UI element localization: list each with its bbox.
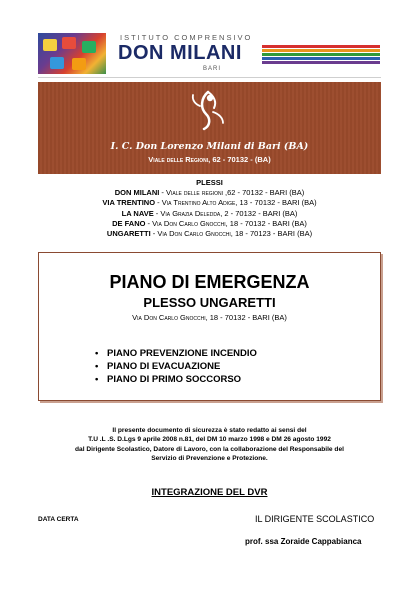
plan-list — [95, 347, 257, 386]
plan-list-item: • PIANO DI EVACUAZIONE — [95, 360, 257, 373]
logo-block — [62, 37, 76, 49]
banner-title: I. C. Don Lorenzo Milani di Bari (BA) — [110, 141, 309, 152]
legal-paragraph — [38, 426, 381, 464]
plesso-name: UNGARETTI — [106, 229, 151, 239]
plessi-heading: PLESSI — [196, 178, 223, 187]
logo-title-don: DON — [118, 42, 164, 64]
plesso-line — [38, 188, 381, 198]
logo-title-milani: MILANI — [170, 42, 242, 64]
logo-stripe — [262, 53, 380, 56]
logo-subtitle: ISTITUTO COMPRENSIVO — [120, 33, 253, 42]
logo-city: BARI — [203, 66, 222, 72]
legal-line: Servizio di Prevenzione e Protezione. — [151, 455, 268, 463]
plesso-line — [38, 229, 381, 239]
plesso-name: DON MILANI — [114, 188, 160, 198]
logo-title — [118, 42, 242, 65]
plesso-name: LA NAVE — [121, 208, 154, 218]
emergency-title: PIANO DI EMERGENZA — [109, 272, 310, 292]
plesso-line — [38, 219, 381, 229]
plesso-name: DE FANO — [112, 218, 146, 228]
banner-address: Viale delle Regioni, 62 - 70132 - (BA) — [148, 155, 271, 164]
dancer-emblem-icon — [186, 88, 230, 132]
plan-list-item: • PIANO DI PRIMO SOCCORSO — [95, 373, 257, 386]
data-certa-label: DATA CERTA — [38, 516, 79, 523]
logo-block — [72, 58, 86, 70]
dirigente-name: prof. ssa Zoraide Cappabianca — [245, 537, 362, 546]
plessi-list — [38, 178, 381, 239]
legal-line: T.U .L .S. D.Lgs 9 aprile 2008 n.81, del DM 10 marzo 1998 e DM 26 agosto 1992 — [88, 436, 331, 444]
logo-stripe — [262, 49, 380, 52]
plesso-line — [38, 198, 381, 208]
logo-block — [82, 41, 96, 53]
plesso-address: - Via Trentino Alto Adige, 13 - 70132 - BARI (BA) — [155, 198, 317, 208]
plesso-line — [38, 209, 381, 219]
plesso-name: VIA TRENTINO — [102, 198, 156, 208]
logo-stripe — [262, 57, 380, 60]
dvr-heading: INTEGRAZIONE DEL DVR — [151, 487, 268, 498]
legal-line: dal Dirigente Scolastico, Datore di Lavoro, con la collaborazione del Responsabile del — [75, 445, 344, 453]
legal-line: Il presente documento di sicurezza è stato redatto ai sensi del — [112, 427, 307, 434]
logo-block — [43, 39, 57, 51]
plesso-address: - Via Don Carlo Gnocchi, 18 - 70123 - BARI (BA) — [150, 229, 313, 239]
school-logo-image — [38, 33, 106, 74]
logo-color-stripes — [262, 45, 380, 65]
dirigente-label: IL DIRIGENTE SCOLASTICO — [255, 514, 375, 524]
plesso-address-line: Via Don Carlo Gnocchi, 18 - 70132 - BARI (BA) — [132, 313, 287, 322]
plan-list-item: • PIANO PREVENZIONE INCENDIO — [95, 347, 257, 360]
plesso-subtitle: PLESSO UNGARETTI — [143, 295, 276, 310]
plesso-address: - Via Grazia Deledda, 2 - 70132 - BARI (BA) — [153, 208, 298, 218]
header-divider — [38, 77, 381, 78]
logo-stripe — [262, 61, 380, 64]
plesso-address: - Via Don Carlo Gnocchi, 18 - 70132 - BARI (BA) — [145, 218, 307, 228]
logo-block — [50, 57, 64, 69]
plesso-address: - Viale delle regioni ,62 - 70132 - BARI (BA) — [159, 188, 305, 198]
logo-stripe — [262, 45, 380, 48]
